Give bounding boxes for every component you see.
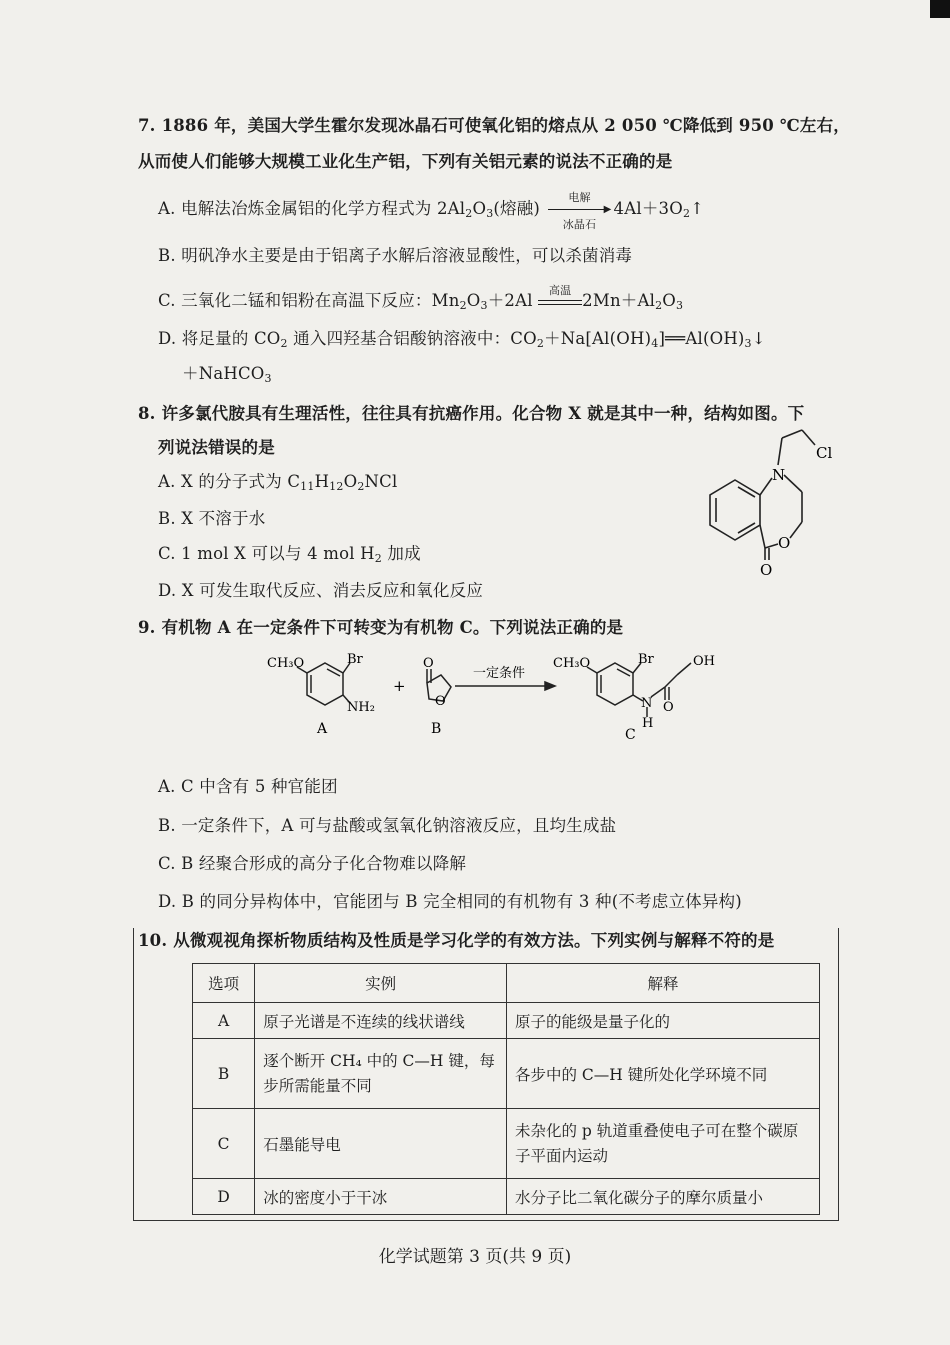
q8-stem-line2: 列说法错误的是 bbox=[158, 438, 275, 457]
q8-option-d: D. X 可发生取代反应、消去反应和氧化反应 bbox=[158, 581, 484, 600]
page-footer: 化学试题第 3 页(共 9 页) bbox=[378, 1247, 572, 1267]
q7-option-a: A. 电解法冶炼金属铝的化学方程式为 $2Al_2O_3$(熔融) 电解 ▶ 冰晶石 $4Al+3O_2↑$ bbox=[158, 190, 705, 231]
electrolysis-arrow: 电解 ▶ 冰晶石 bbox=[548, 200, 612, 220]
row-example: 石墨能导电 bbox=[255, 1109, 507, 1179]
table-row bbox=[193, 1003, 820, 1039]
table-row bbox=[193, 1109, 820, 1179]
q7-option-d: D. 将足量的 $CO_2$ 通入四羟基合铝酸钠溶液中：$CO_2+Na[Al(OH)_4]══Al(OH)_3↓$ bbox=[158, 329, 766, 350]
q9-option-a: A. C 中含有 5 种官能团 bbox=[158, 777, 338, 796]
compound-b-label: B bbox=[431, 721, 442, 737]
reaction-scheme bbox=[255, 645, 755, 745]
header-explanation: 解释 bbox=[507, 964, 820, 1003]
q8-option-a: A. X 的分子式为 $C_{11}H_{12}O_2NCl$ bbox=[158, 472, 398, 493]
q8-option-c: C. 1 mol X 可以与 4 mol $H_2$ 加成 bbox=[158, 544, 421, 565]
row-explanation: 水分子比二氧化碳分子的摩尔质量小 bbox=[507, 1179, 820, 1215]
q9-option-d: D. B 的同分异构体中，官能团与 B 完全相同的有机物有 3 种(不考虑立体异构) bbox=[158, 892, 742, 911]
q9-stem: 9. 有机物 A 在一定条件下可转变为有机物 C。下列说法正确的是 bbox=[138, 618, 624, 637]
row-option: C bbox=[193, 1109, 255, 1179]
q9-option-b: B. 一定条件下，A 可与盐酸或氢氧化钠溶液反应，且均生成盐 bbox=[158, 816, 617, 835]
q9-option-c: C. B 经聚合形成的高分子化合物难以降解 bbox=[158, 854, 467, 873]
reaction-plus: + bbox=[393, 677, 406, 695]
c-hydroxyl-label: OH bbox=[693, 654, 715, 669]
header-example: 实例 bbox=[255, 964, 507, 1003]
q10-table bbox=[192, 963, 820, 1215]
table-header-row bbox=[193, 964, 820, 1003]
c-bromo-label: Br bbox=[638, 652, 654, 667]
row-option: A bbox=[193, 1003, 255, 1039]
page-corner-mark bbox=[930, 0, 950, 18]
b-carbonyl-oxygen: O bbox=[423, 656, 434, 671]
a-methoxy-label: CH₃O bbox=[267, 656, 305, 671]
b-ring-oxygen: O bbox=[435, 694, 446, 709]
c-methoxy-label: CH₃O bbox=[553, 656, 591, 671]
a-amino-label: NH₂ bbox=[347, 700, 375, 715]
table-row bbox=[193, 1039, 820, 1109]
nitrogen-atom-label: N bbox=[772, 466, 786, 484]
q10-stem: 10. 从微观视角探析物质结构及性质是学习化学的有效方法。下列实例与解释不符的是 bbox=[138, 931, 775, 950]
row-example: 冰的密度小于干冰 bbox=[255, 1179, 507, 1215]
chlorine-atom-label: Cl bbox=[816, 444, 833, 462]
compound-a-label: A bbox=[317, 721, 328, 737]
row-option: B bbox=[193, 1039, 255, 1109]
compound-c-label: C bbox=[625, 727, 636, 743]
table-row bbox=[193, 1179, 820, 1215]
q7-option-d-line2: ＋NaHCO$_3$ bbox=[182, 364, 272, 385]
q7-stem-line2: 从而使人们能够大规模工业化生产铝，下列有关铝元素的说法不正确的是 bbox=[138, 152, 673, 171]
a-bromo-label: Br bbox=[347, 652, 363, 667]
row-example: 原子光谱是不连续的线状谱线 bbox=[255, 1003, 507, 1039]
q7-option-c: C. 三氧化二锰和铝粉在高温下反应：$Mn_2O_3+2Al$ 高温 $2Mn+Al_2O_3$ bbox=[158, 283, 684, 312]
q7-stem-line1: 7. 1886 年，美国大学生霍尔发现冰晶石可使氧化铝的熔点从 2 050 ℃降低到 950 ℃左右， bbox=[138, 116, 850, 135]
row-explanation: 未杂化的 p 轨道重叠使电子可在整个碳原子平面内运动 bbox=[507, 1109, 820, 1179]
row-example: 逐个断开 CH₄ 中的 C—H 键，每步所需能量不同 bbox=[255, 1039, 507, 1109]
c-amide-hydrogen: H bbox=[642, 716, 654, 731]
q7-option-b: B. 明矾净水主要是由于铝离子水解后溶液显酸性，可以杀菌消毒 bbox=[158, 246, 633, 265]
reaction-condition: 一定条件 bbox=[473, 666, 526, 681]
q8-stem-line1: 8. 许多氯代胺具有生理活性，往往具有抗癌作用。化合物 X 就是其中一种，结构如图。下 bbox=[138, 404, 805, 423]
row-option: D bbox=[193, 1179, 255, 1215]
row-explanation: 各步中的 C—H 键所处化学环境不同 bbox=[507, 1039, 820, 1109]
high-temp-equals: 高温 bbox=[538, 294, 582, 310]
compound-x-structure bbox=[690, 420, 840, 580]
c-amide-oxygen: O bbox=[663, 700, 674, 715]
ring-oxygen-label: O bbox=[778, 534, 791, 552]
row-explanation: 原子的能级是量子化的 bbox=[507, 1003, 820, 1039]
header-option: 选项 bbox=[193, 964, 255, 1003]
q8-option-b: B. X 不溶于水 bbox=[158, 509, 266, 528]
carbonyl-oxygen-label: O bbox=[760, 561, 773, 579]
c-amide-nitrogen: N bbox=[641, 696, 653, 711]
